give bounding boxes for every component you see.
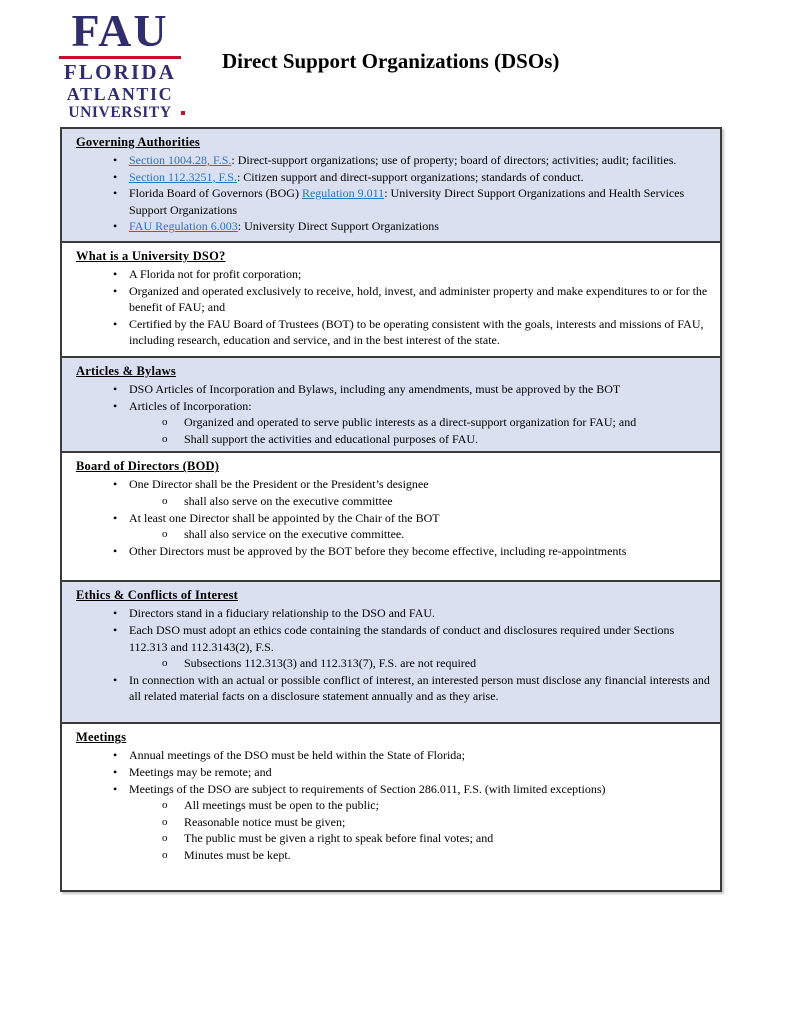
bullet-marker-icon: •: [113, 543, 118, 558]
item-text: Organized and operated exclusively to receive, hold, invest, and administer property and make expenditures to or for the benefit of FAU; and: [129, 283, 708, 315]
bullet-marker-icon: •: [113, 186, 118, 201]
item-text: : Citizen support and direct-support organizations; standards of conduct.: [236, 169, 584, 184]
section-heading: Governing Authorities: [76, 135, 200, 149]
item-text: Certified by the FAU Board of Trustees (BOT) to be operating consistent with the goals, interests and missions of FAU, including research, education and service, and in the best interest of the state.: [129, 316, 704, 348]
item-text: DSO Articles of Incorporation and Bylaws, including any amendments, must be approved by the BOT: [129, 382, 621, 396]
sub-bullet-marker-icon: o: [162, 799, 168, 812]
sub-bullet-marker-icon: o: [162, 432, 168, 445]
sub-bullet-marker-icon: o: [162, 848, 168, 861]
section-heading: Board of Directors (BOD): [76, 459, 220, 474]
item-text: Each DSO must adopt an ethics code containing the standards of conduct and disclosures required under Sections 112.313 and 112.3143(2), F.S.: [129, 622, 675, 654]
bullet-marker-icon: •: [113, 153, 118, 167]
bullet-marker-icon: •: [113, 672, 118, 687]
bullet-item: [76, 622, 710, 655]
bullet-marker-icon: •: [113, 267, 118, 281]
item-text: Annual meetings of the DSO must be held within the State of Florida;: [129, 748, 465, 763]
link-section-112-3251-f-s[interactable]: Section 112.3251, F.S.: [129, 169, 237, 184]
bullet-item: [76, 605, 710, 622]
bullet-marker-icon: •: [113, 764, 118, 779]
item-text: Meetings of the DSO are subject to requirements of Section 286.011, F.S. (with limited exceptions): [129, 781, 606, 796]
page-title: Direct Support Organizations (DSOs): [222, 49, 560, 73]
item-text: Other Directors must be approved by the BOT before they become effective, including re-appointments: [129, 543, 627, 558]
sub-bullet-item: [76, 655, 710, 672]
item-text: Articles of Incorporation:: [129, 398, 252, 413]
section-heading: Meetings: [76, 730, 127, 745]
trademark-dot: [181, 111, 185, 115]
logo-red-rule: [59, 56, 181, 59]
dso-info-table: [60, 127, 722, 892]
bullet-item: [76, 510, 710, 527]
bullet-marker-icon: •: [113, 606, 118, 621]
section-meetings: [62, 722, 720, 890]
sub-bullet-marker-icon: o: [162, 832, 168, 845]
link-section-1004-28-f-s[interactable]: Section 1004.28, F.S.: [129, 153, 232, 167]
section-ethics-conflicts-of-interest: [62, 580, 720, 722]
fau-logo: [57, 5, 183, 121]
sub-bullet-item: [76, 830, 710, 847]
bullet-marker-icon: •: [113, 477, 118, 492]
item-text: Reasonable notice must be given;: [184, 814, 346, 829]
sub-bullet-marker-icon: o: [162, 657, 168, 670]
sub-bullet-marker-icon: o: [162, 416, 168, 429]
sub-bullet-item: [76, 847, 710, 864]
bullet-marker-icon: •: [113, 219, 118, 234]
bullet-item: [76, 476, 710, 493]
item-text: The public must be given a right to speak before final votes; and: [184, 831, 494, 846]
section-what-is-a-university-dso: [62, 241, 720, 356]
logo-word-atlantic: ATLANTIC: [66, 84, 174, 104]
item-text: : University Direct Support Organizations and Health Services Support Organizations: [129, 186, 685, 217]
bullet-marker-icon: •: [113, 316, 118, 331]
item-text: Minutes must be kept.: [184, 847, 291, 862]
bullet-marker-icon: •: [113, 398, 118, 413]
bullet-marker-icon: •: [113, 283, 118, 298]
bullet-marker-icon: •: [113, 781, 118, 796]
sub-bullet-item: [76, 814, 710, 831]
bullet-marker-icon: •: [113, 510, 118, 525]
sub-bullet-item: [76, 797, 710, 814]
item-text: One Director shall be the President or the President’s designee: [129, 477, 429, 492]
item-text: At least one Director shall be appointed by the Chair of the BOT: [129, 510, 440, 525]
bullet-item: [76, 152, 710, 169]
section-governing-authorities: [62, 129, 720, 241]
item-text: : University Direct Support Organizations: [237, 219, 439, 234]
sub-bullet-marker-icon: o: [162, 494, 168, 507]
bullet-item: [76, 398, 710, 415]
sub-bullet-item: [76, 431, 710, 448]
bullet-marker-icon: •: [113, 748, 118, 763]
item-text: All meetings must be open to the public;: [184, 798, 379, 813]
bullet-item: [76, 781, 710, 798]
section-board-of-directors-bod: [62, 451, 720, 580]
fau-logo-acronym: FAU: [71, 5, 169, 56]
bullet-item: [76, 185, 710, 218]
sub-bullet-marker-icon: o: [162, 815, 168, 828]
bullet-item: [76, 316, 710, 349]
item-text: : Direct-support organizations; use of property; board of directors; activities; audit; facilities.: [231, 153, 677, 167]
bullet-item: [76, 283, 710, 316]
bullet-item: [76, 543, 710, 560]
item-text: Florida Board of Governors (BOG): [129, 186, 302, 201]
logo-word-university: UNIVERSITY: [68, 104, 172, 121]
link-fau-regulation-6-003[interactable]: FAU Regulation 6.003: [129, 219, 238, 234]
item-text: Organized and operated to serve public interests as a direct-support organization for FAU; and: [184, 415, 637, 430]
bullet-marker-icon: •: [113, 169, 118, 184]
bullet-item: [76, 747, 710, 764]
bullet-item: [76, 764, 710, 781]
section-heading: Articles & Bylaws: [76, 364, 176, 378]
sub-bullet-item: [76, 526, 710, 543]
bullet-item: [76, 672, 710, 705]
item-text: In connection with an actual or possible conflict of interest, an interested person must disclose any financial interests and all related material facts on a disclosure statement annually and as they arise.: [129, 672, 710, 704]
sub-bullet-item: [76, 414, 710, 431]
item-text: Subsections 112.313(3) and 112.313(7), F.S. are not required: [184, 656, 477, 671]
logo-word-florida: FLORIDA: [63, 60, 177, 84]
bullet-item: [76, 218, 710, 235]
bullet-item: [76, 381, 710, 398]
bullet-item: [76, 169, 710, 186]
bullet-item: [76, 266, 710, 283]
item-text: Meetings may be remote; and: [129, 764, 272, 779]
item-text: shall also serve on the executive committee: [184, 493, 393, 508]
sub-bullet-item: [76, 493, 710, 510]
section-articles-bylaws: [62, 356, 720, 451]
item-text: Shall support the activities and educational purposes of FAU.: [184, 431, 479, 446]
link-regulation-9-011[interactable]: Regulation 9.011: [301, 186, 385, 201]
sub-bullet-marker-icon: o: [162, 528, 168, 541]
bullet-marker-icon: •: [113, 382, 118, 396]
item-text: Directors stand in a fiduciary relationship to the DSO and FAU.: [129, 606, 436, 621]
section-heading: Ethics & Conflicts of Interest: [76, 588, 238, 603]
item-text: A Florida not for profit corporation;: [129, 267, 302, 281]
bullet-marker-icon: •: [113, 622, 118, 637]
item-text: shall also service on the executive committee.: [184, 527, 405, 542]
section-heading: What is a University DSO?: [76, 249, 226, 263]
